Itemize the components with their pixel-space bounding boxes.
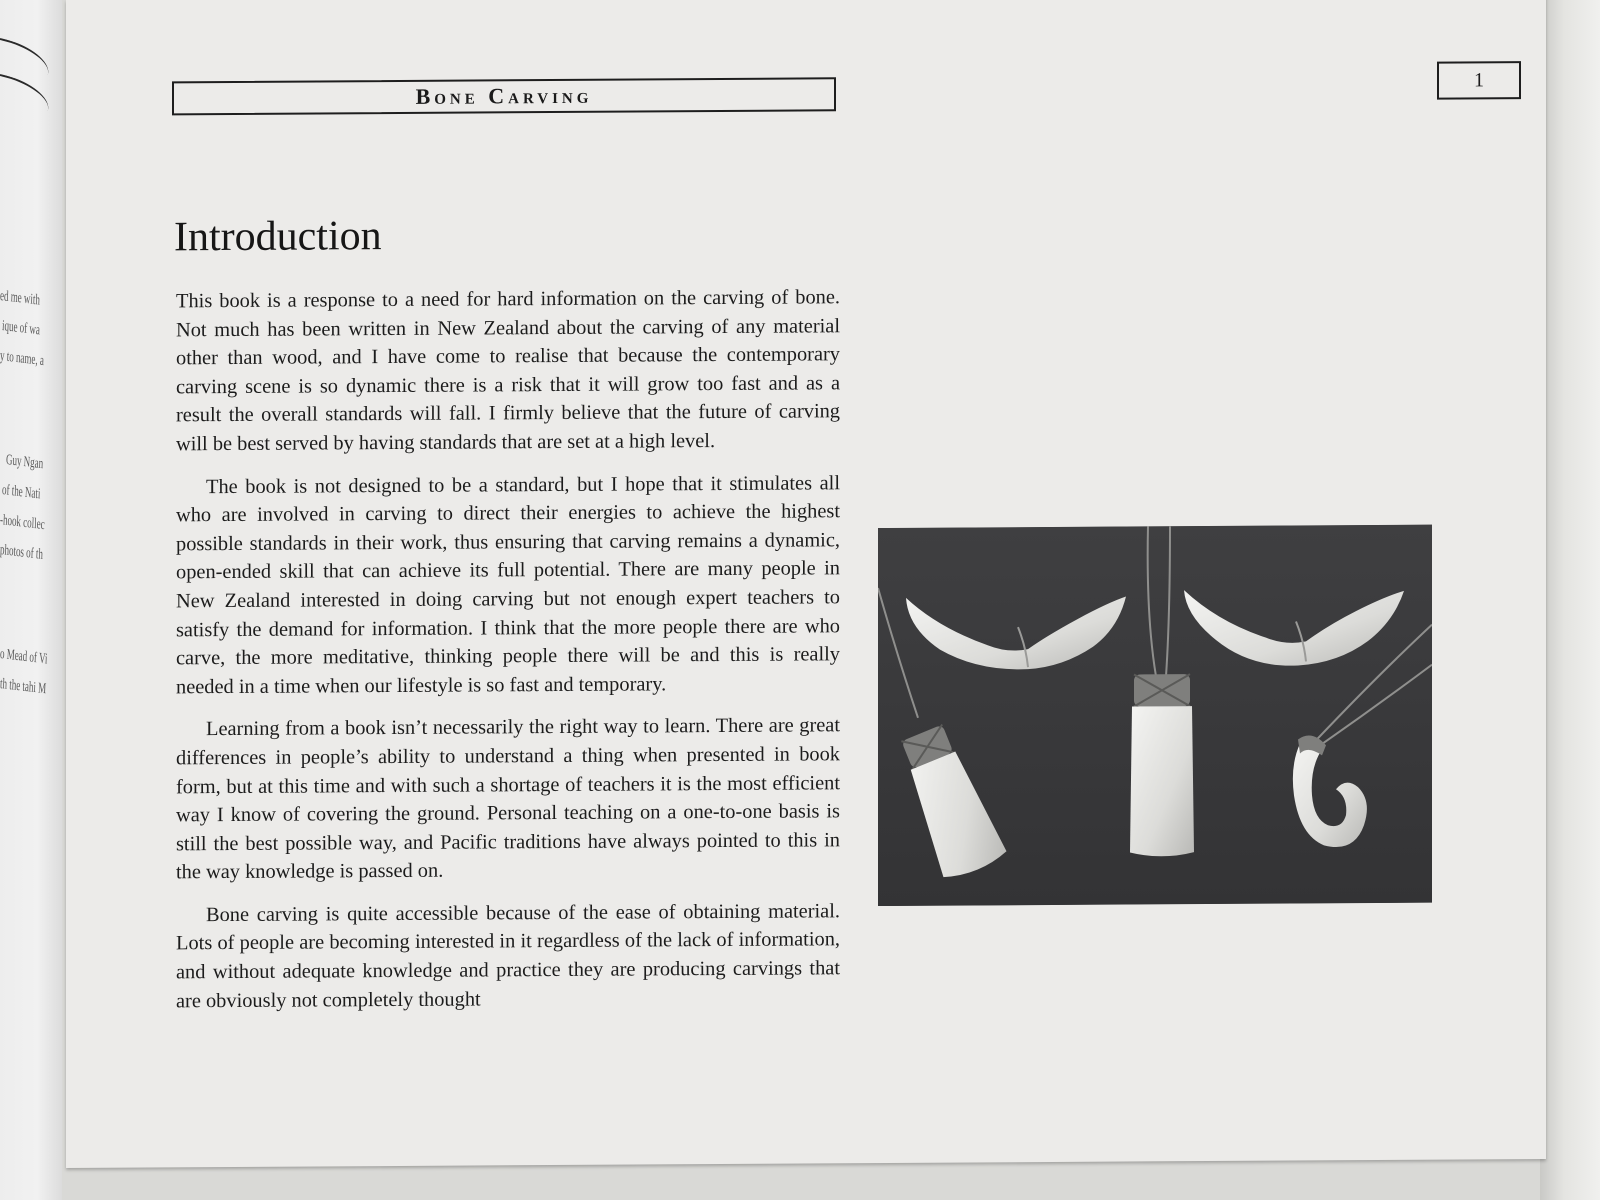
left-page-text-fragment: Guy Ngan	[5, 452, 44, 473]
paragraph: The book is not designed to be a standard, but I hope that it stimulates all who are involved in carving to direct their energies to achieve the highest possible standards in their work, thus ensuring that carving remains a dynamic, open-ended skill that can achieve its full potential. There are many people in New Zealand interested in doing carving but not enough expert teachers to satisfy the demand for information. I think that the more people there are who carve, the more meditative, thinking people there will be and this is really needed in a time when our lifestyle is so fast and temporary.	[176, 471, 840, 699]
left-page-text-fragment: of the Nati	[1, 482, 41, 503]
left-page-text-fragment: -hook collec	[0, 512, 45, 534]
left-page-text-fragment: ique of wa	[1, 318, 41, 339]
page-number: 1	[1474, 68, 1484, 91]
left-page-text-fragment: photos of th	[0, 542, 44, 563]
page-number-box	[1437, 61, 1521, 100]
bone-carvings-photo	[878, 525, 1432, 906]
left-page-text-fragment: ed me with	[0, 288, 41, 309]
book-page	[66, 0, 1546, 1168]
left-page-text-fragment: th the tahi M	[0, 676, 47, 698]
bone-carvings-illustration	[878, 525, 1432, 906]
running-header-title: Bone Carving	[415, 82, 593, 109]
left-facing-page	[0, 0, 62, 1200]
left-page-text-fragment: y to name, a	[0, 348, 45, 370]
left-page-text-fragment: o Mead of Vi	[0, 646, 48, 668]
paragraph: Bone carving is quite accessible because of the ease of obtaining material. Lots of people are becoming interested in it regardless of the lack of information, and without adequate knowledge and practice they are producing carvings that are obviously not completely thought	[176, 900, 840, 1012]
paragraph: Learning from a book isn’t necessarily the right way to learn. There are great differences in people’s ability to understand a thing when presented in book form, but at this time and with such a shortage of teachers it is the most efficient way I know of covering the ground. Personal teaching on a one-to-one basis is still the best possible way, and Pacific traditions have always pointed to this in the way knowledge is passed on.	[176, 714, 840, 884]
paragraph: This book is a response to a need for hard information on the carving of bone. Not much has been written in New Zealand about the carving of any material other than wood, and I have come to realise that because the contemporary carving scene is so dynamic there is a risk that it will grow too fast and as a result the overall standards will fall. I firmly believe that the future of carving will be best served by having standards that are set at a high level.	[176, 286, 840, 456]
body-text	[176, 283, 840, 1029]
page-edge-shadow	[1540, 0, 1600, 1200]
toki-pendant	[1130, 674, 1194, 856]
running-header	[172, 77, 836, 115]
section-heading: Introduction	[174, 213, 382, 261]
